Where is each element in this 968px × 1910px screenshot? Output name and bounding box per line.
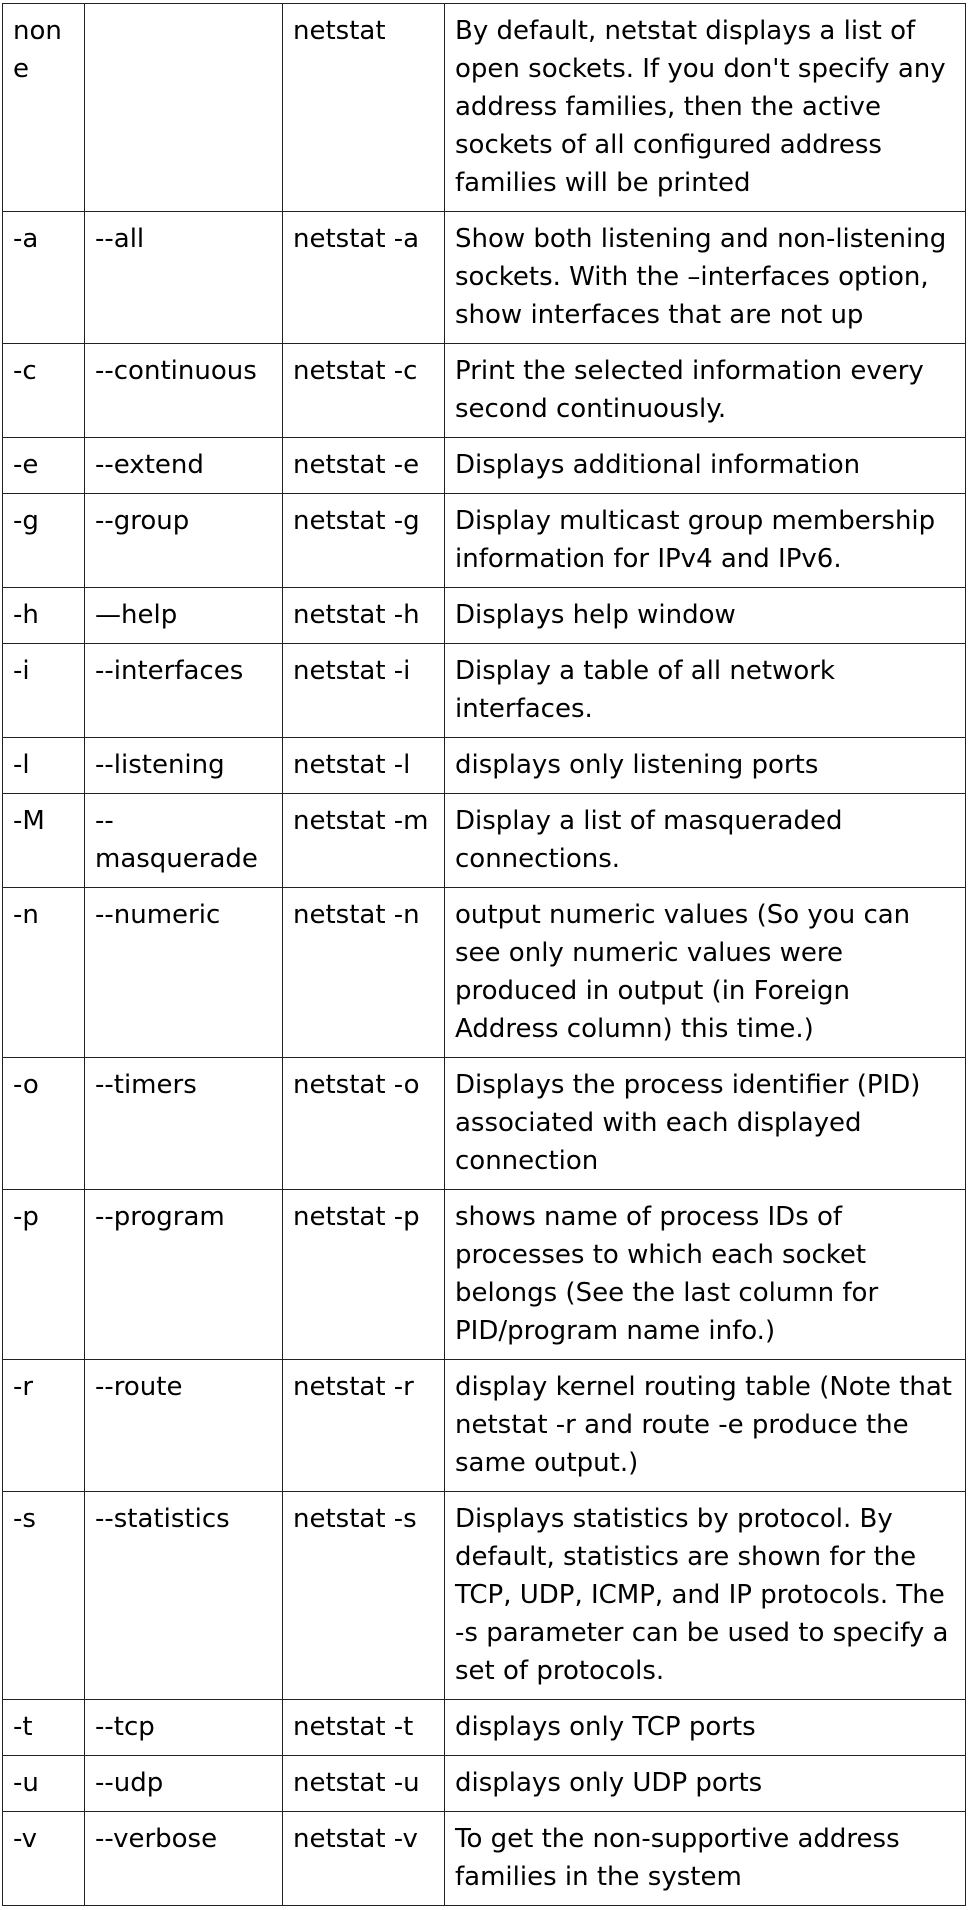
option-long-name: --timers [85, 1058, 283, 1190]
option-description: Display a table of all network interfaces. [445, 644, 966, 738]
option-command: netstat -a [283, 212, 445, 344]
table-row [3, 1700, 966, 1756]
option-description: displays only listening ports [445, 738, 966, 794]
option-long-name: --group [85, 494, 283, 588]
option-long-name: --numeric [85, 888, 283, 1058]
option-long-name: --route [85, 1360, 283, 1492]
table-row [3, 344, 966, 438]
table-row [3, 1756, 966, 1812]
table-row [3, 644, 966, 738]
option-command: netstat -v [283, 1812, 445, 1906]
table-row [3, 438, 966, 494]
option-flag: -n [3, 888, 85, 1058]
option-command: netstat -c [283, 344, 445, 438]
option-flag: -p [3, 1190, 85, 1360]
option-long-name: --extend [85, 438, 283, 494]
option-description: display kernel routing table (Note that netstat -r and route -e produce the same output.) [445, 1360, 966, 1492]
table-row [3, 588, 966, 644]
option-description: Display multicast group membership information for IPv4 and IPv6. [445, 494, 966, 588]
table-row [3, 888, 966, 1058]
table-row [3, 494, 966, 588]
option-command: netstat [283, 4, 445, 212]
table-row [3, 1190, 966, 1360]
table-row [3, 1058, 966, 1190]
table-row [3, 1360, 966, 1492]
option-description: By default, netstat displays a list of open sockets. If you don't specify any address families, then the active sockets of all configured address families will be printed [445, 4, 966, 212]
option-flag: none [3, 4, 85, 212]
option-command: netstat -t [283, 1700, 445, 1756]
option-flag: -l [3, 738, 85, 794]
table-row [3, 1812, 966, 1906]
option-long-name: --program [85, 1190, 283, 1360]
table-row [3, 738, 966, 794]
option-flag: -M [3, 794, 85, 888]
option-description: Displays statistics by protocol. By default, statistics are shown for the TCP, UDP, ICMP, and IP protocols. The -s parameter can be used to specify a set of protocols. [445, 1492, 966, 1700]
option-description: displays only UDP ports [445, 1756, 966, 1812]
option-flag: -u [3, 1756, 85, 1812]
option-command: netstat -r [283, 1360, 445, 1492]
option-long-name: --listening [85, 738, 283, 794]
table-row [3, 1492, 966, 1700]
option-flag: -v [3, 1812, 85, 1906]
option-command: netstat -p [283, 1190, 445, 1360]
option-flag: -r [3, 1360, 85, 1492]
table-body [3, 4, 966, 1906]
option-long-name: --masquerade [85, 794, 283, 888]
option-long-name: --all [85, 212, 283, 344]
option-flag: -s [3, 1492, 85, 1700]
option-long-name: --udp [85, 1756, 283, 1812]
option-description: displays only TCP ports [445, 1700, 966, 1756]
option-command: netstat -h [283, 588, 445, 644]
option-flag: -h [3, 588, 85, 644]
option-description: output numeric values (So you can see only numeric values were produced in output (in Foreign Address column) this time.) [445, 888, 966, 1058]
option-flag: -e [3, 438, 85, 494]
table-row [3, 4, 966, 212]
option-command: netstat -s [283, 1492, 445, 1700]
option-command: netstat -e [283, 438, 445, 494]
table-row [3, 212, 966, 344]
option-flag: -o [3, 1058, 85, 1190]
netstat-options-table [2, 3, 966, 1906]
option-description: Print the selected information every second continuously. [445, 344, 966, 438]
option-description: To get the non-supportive address families in the system [445, 1812, 966, 1906]
option-command: netstat -n [283, 888, 445, 1058]
option-command: netstat -g [283, 494, 445, 588]
option-long-name: --verbose [85, 1812, 283, 1906]
option-flag: -i [3, 644, 85, 738]
option-description: Displays the process identifier (PID) associated with each displayed connection [445, 1058, 966, 1190]
option-long-name [85, 4, 283, 212]
option-long-name: --interfaces [85, 644, 283, 738]
option-flag: -g [3, 494, 85, 588]
option-command: netstat -i [283, 644, 445, 738]
option-command: netstat -m [283, 794, 445, 888]
option-description: shows name of process IDs of processes to which each socket belongs (See the last column for PID/program name info.) [445, 1190, 966, 1360]
option-flag: -c [3, 344, 85, 438]
option-long-name: --continuous [85, 344, 283, 438]
option-description: Display a list of masqueraded connections. [445, 794, 966, 888]
option-description: Show both listening and non-listening sockets. With the –interfaces option, show interfaces that are not up [445, 212, 966, 344]
option-command: netstat -o [283, 1058, 445, 1190]
option-flag: -t [3, 1700, 85, 1756]
option-long-name: —help [85, 588, 283, 644]
option-long-name: --statistics [85, 1492, 283, 1700]
option-long-name: --tcp [85, 1700, 283, 1756]
option-flag: -a [3, 212, 85, 344]
option-description: Displays help window [445, 588, 966, 644]
option-command: netstat -l [283, 738, 445, 794]
option-command: netstat -u [283, 1756, 445, 1812]
option-description: Displays additional information [445, 438, 966, 494]
table-row [3, 794, 966, 888]
